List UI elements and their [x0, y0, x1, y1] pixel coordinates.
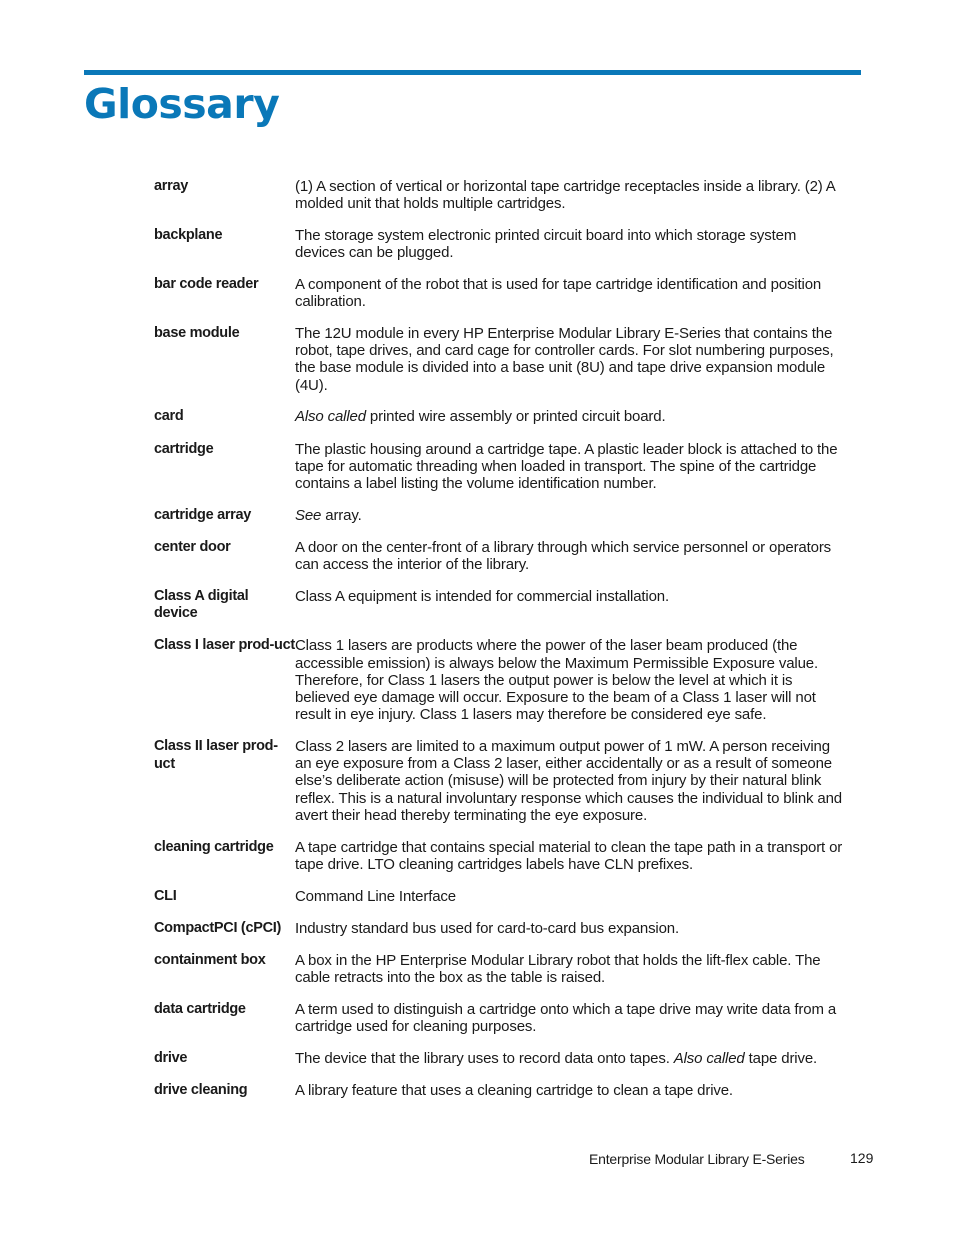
glossary-definition — [295, 408, 844, 426]
definition-text: A box in the HP Enterprise Modular Library robot that holds the lift-flex cable. The cable retracts into the box as the table is raised. — [295, 951, 821, 986]
definition-text: The 12U module in every HP Enterprise Modular Library E-Series that contains the robot, tape drives, and card cage for controller cards. For slot numbering purposes, the base module is divided into a base unit (8U) and tape drive expansion module (4U). — [295, 325, 834, 394]
definition-text: Industry standard bus used for card-to-card bus expansion. — [295, 919, 680, 937]
definition-text: array. — [321, 506, 362, 524]
glossary-term: CLI — [154, 887, 177, 904]
glossary-definition — [295, 738, 844, 824]
glossary-list — [154, 178, 844, 1114]
glossary-entry — [154, 920, 844, 938]
glossary-definition — [295, 276, 844, 310]
glossary-entry — [154, 539, 844, 573]
glossary-term: CompactPCI (cPCI) — [154, 919, 282, 936]
definition-text: A term used to distinguish a cartridge onto which a tape drive may write data from a cartridge used for cleaning purposes. — [295, 1000, 837, 1035]
glossary-entry — [154, 1082, 844, 1100]
header-rule — [84, 70, 861, 75]
glossary-entry — [154, 839, 844, 873]
glossary-term: containment box — [154, 951, 266, 968]
definition-text: A component of the robot that is used for tape cartridge identification and position calibration. — [295, 276, 822, 311]
glossary-definition — [295, 1082, 844, 1100]
glossary-term: array — [154, 178, 188, 194]
glossary-entry — [154, 178, 844, 212]
definition-text: A library feature that uses a cleaning cartridge to clean a tape drive. — [295, 1081, 733, 1099]
glossary-definition — [295, 920, 844, 938]
glossary-entry — [154, 952, 844, 986]
definition-text: printed wire assembly or printed circuit board. — [365, 408, 666, 426]
glossary-definition — [295, 839, 844, 873]
definition-italic-text: Also called — [295, 408, 366, 426]
definition-text: The plastic housing around a cartridge tape. A plastic leader block is attached to the tape for automatic threading when loaded in transport. The spine of the cartridge contains a label listing the volume identification number. — [295, 440, 838, 492]
definition-text: Class 2 lasers are limited to a maximum output power of 1 mW. A person receiving an eye exposure from a Class 2 laser, either accidentally or as a result of someone else’s deliberate action (misuse) will be protected from injury by their natural blink reflex. This is a natural involuntary response which causes the individual to blink and avert their head thereby terminating the eye exposure. — [295, 738, 842, 824]
glossary-definition — [295, 888, 844, 906]
glossary-term: backplane — [154, 227, 223, 243]
glossary-term: card — [154, 408, 184, 425]
glossary-entry — [154, 276, 844, 310]
glossary-definition — [295, 1001, 844, 1035]
glossary-term: drive — [154, 1049, 188, 1066]
glossary-entry — [154, 507, 844, 525]
glossary-entry — [154, 1050, 844, 1068]
definition-italic-text: See — [295, 506, 322, 524]
glossary-entry — [154, 1001, 844, 1035]
definition-text: tape drive. — [744, 1049, 818, 1067]
glossary-definition — [295, 325, 844, 394]
glossary-term: drive cleaning — [154, 1081, 248, 1098]
glossary-term: cartridge — [154, 440, 214, 457]
definition-text: Command Line Interface — [295, 887, 456, 905]
glossary-term: bar code reader — [154, 276, 259, 292]
glossary-term: data cartridge — [154, 1000, 246, 1017]
glossary-entry — [154, 588, 844, 623]
page-title: Glossary — [84, 80, 280, 128]
definition-text: Class A equipment is intended for commercial installation. — [295, 587, 669, 605]
glossary-definition — [295, 637, 844, 723]
glossary-definition — [295, 952, 844, 986]
page-number: 129 — [850, 1150, 874, 1166]
glossary-term: cleaning cartridge — [154, 838, 274, 855]
glossary-term: center door — [154, 538, 231, 555]
glossary-entry — [154, 637, 844, 723]
definition-text: (1) A section of vertical or horizontal tape cartridge receptacles inside a library. (2) A molded unit that holds multiple cartridges. — [295, 178, 835, 213]
glossary-definition — [295, 588, 844, 623]
glossary-entry — [154, 227, 844, 261]
glossary-definition — [295, 507, 844, 525]
definition-text: A door on the center-front of a library through which service personnel or operators can access the interior of the library. — [295, 538, 832, 573]
glossary-definition — [295, 441, 844, 493]
glossary-term: Class I laser prod-uct — [154, 637, 295, 654]
footer-title: Enterprise Modular Library E-Series — [589, 1151, 805, 1167]
glossary-definition — [295, 539, 844, 573]
glossary-definition — [295, 178, 844, 212]
glossary-entry — [154, 441, 844, 493]
glossary-term: Class A digital device — [154, 587, 249, 622]
glossary-term: Class II laser prod-uct — [154, 738, 278, 772]
glossary-definition — [295, 1050, 844, 1068]
glossary-term: cartridge array — [154, 506, 252, 523]
glossary-definition — [295, 227, 844, 261]
glossary-entry — [154, 408, 844, 426]
definition-text: The storage system electronic printed circuit board into which storage system devices can be plugged. — [295, 227, 797, 262]
definition-text: A tape cartridge that contains special material to clean the tape path in a transport or tape drive. LTO cleaning cartridges labels have CLN prefixes. — [295, 838, 843, 873]
glossary-entry — [154, 325, 844, 394]
definition-text: Class 1 lasers are products where the power of the laser beam produced (the accessible emission) is always below the Maximum Permissible Exposure value. Therefore, for Class 1 lasers the output power is below the level at which it is believed eye damage will occur. Exposure to the beam of a Class 1 laser will not result in eye injury. Class 1 lasers may therefore be considered eye safe. — [295, 637, 818, 724]
glossary-term: base module — [154, 325, 240, 341]
definition-text: The device that the library uses to record data onto tapes. — [295, 1049, 674, 1067]
glossary-entry — [154, 738, 844, 824]
definition-italic-text: Also called — [673, 1049, 745, 1067]
glossary-entry — [154, 888, 844, 906]
